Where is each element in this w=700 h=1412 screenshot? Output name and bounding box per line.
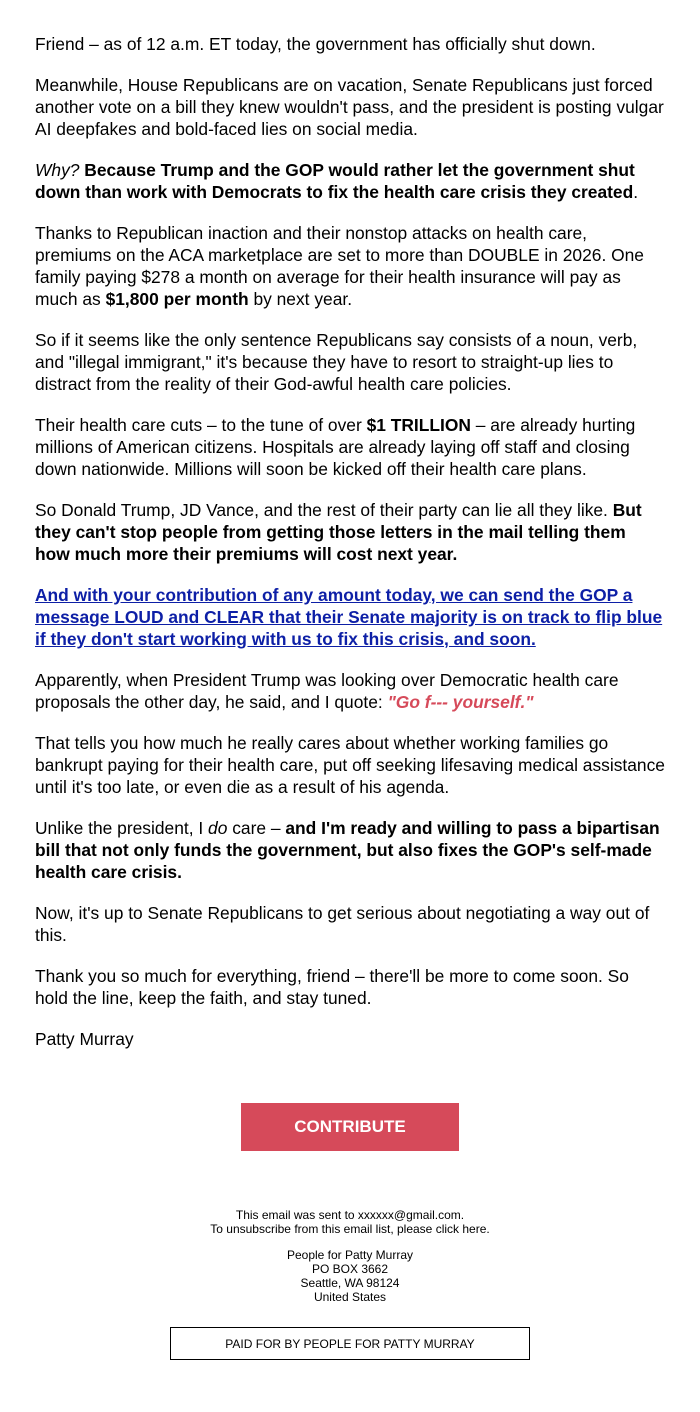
footer-notice [0,1208,700,1236]
paragraph-11-emphasis: do [208,818,228,838]
unsubscribe-text [0,1222,700,1236]
paragraph-11-bold: and I'm ready and willing to pass a bipartisan bill that not only funds the government, but also fixes the GOP's self-made health care crisis. [35,818,660,882]
paragraph-1: Friend – as of 12 a.m. ET today, the government has officially shut down. [35,34,596,54]
paid-for-disclaimer: PAID FOR BY PEOPLE FOR PATTY MURRAY [170,1327,530,1360]
paragraph-6-bold: $1 TRILLION [366,415,471,435]
paragraph-4-text-a: Thanks to Republican inaction and their nonstop attacks on health care, premiums on the ACA marketplace are set to more than DOUBLE in 2026. One family paying $278 a month on average for their health insurance will pay as much as [35,223,644,309]
paragraph-9-text: Apparently, when President Trump was looking over Democratic health care proposals the other day, he said, and I quote: [35,670,619,712]
paragraph-4-text-b: by next year. [248,289,353,309]
po-box: PO BOX 3662 [311,1262,389,1276]
sent-to-text: This email was sent to xxxxxx@gmail.com. [235,1208,465,1222]
signature: Patty Murray [35,1029,134,1049]
paragraph-4-bold: $1,800 per month [105,289,249,309]
paragraph-2: Meanwhile, House Republicans are on vacation, Senate Republicans just forced another vote on a bill they knew wouldn't pass, and the president is posting vulgar AI deepfakes and bold-faced lies on social media. [35,75,664,139]
paragraph-13: Thank you so much for everything, friend – there'll be more to come soon. So hold the line, keep the faith, and stay tuned. [35,966,629,1008]
paragraph-3-end: . [633,182,639,202]
unsubscribe-link[interactable]: click here [435,1222,487,1236]
paragraph-3 [35,159,665,203]
country: United States [313,1290,387,1304]
mailing-address [0,1248,700,1304]
unsubscribe-prefix: To unsubscribe from this email list, please [210,1222,436,1236]
paragraph-9 [35,669,665,713]
why-text: Why? [35,160,80,180]
contribution-link[interactable]: And with your contribution of any amount today, we can send the GOP a message LOUD and CLEAR that their Senate majority is on track to flip blue if they don't start working with us to fix this crisis, and soon. [35,585,663,649]
paragraph-8 [35,584,665,650]
unsubscribe-suffix: . [486,1222,490,1236]
paragraph-10: That tells you how much he really cares about whether working families go bankrupt paying for their health care, put off seeking lifesaving medical assistance until it's too late, or even die as a result of his agenda. [35,733,665,797]
paragraph-4 [35,222,665,310]
trump-quote: "Go f--- yourself." [387,692,534,712]
paragraph-3-bold: Because Trump and the GOP would rather let the government shut down than work with Democrats to fix the health care crisis they created [35,160,635,202]
paragraph-11-text-b: care – [227,818,286,838]
paragraph-7-bold: But they can't stop people from getting those letters in the mail telling them how much more their premiums will cost next year. [35,500,642,564]
contribute-button[interactable]: CONTRIBUTE [241,1103,459,1151]
paragraph-6-text-a: Their health care cuts – to the tune of over [35,415,367,435]
paragraph-6 [35,414,665,480]
org-name: People for Patty Murray [286,1248,414,1262]
paragraph-11 [35,817,665,883]
footer [0,1208,700,1316]
paragraph-12: Now, it's up to Senate Republicans to get serious about negotiating a way out of this. [35,903,650,945]
paragraph-11-text-a: Unlike the president, I [35,818,209,838]
paragraph-7 [35,499,665,565]
paragraph-6-text-b: – are already hurting millions of American citizens. Hospitals are already laying off staff and closing down nationwide. Millions will soon be kicked off their health care plans. [35,415,636,479]
city-line: Seattle, WA 98124 [300,1276,400,1290]
paragraph-7-text: So Donald Trump, JD Vance, and the rest of their party can lie all they like. [35,500,613,520]
email-body [35,33,665,1069]
paragraph-5: So if it seems like the only sentence Republicans say consists of a noun, verb, and "illegal immigrant," it's because they have to resort to straight-up lies to distract from the reality of their God-awful health care policies. [35,330,638,394]
